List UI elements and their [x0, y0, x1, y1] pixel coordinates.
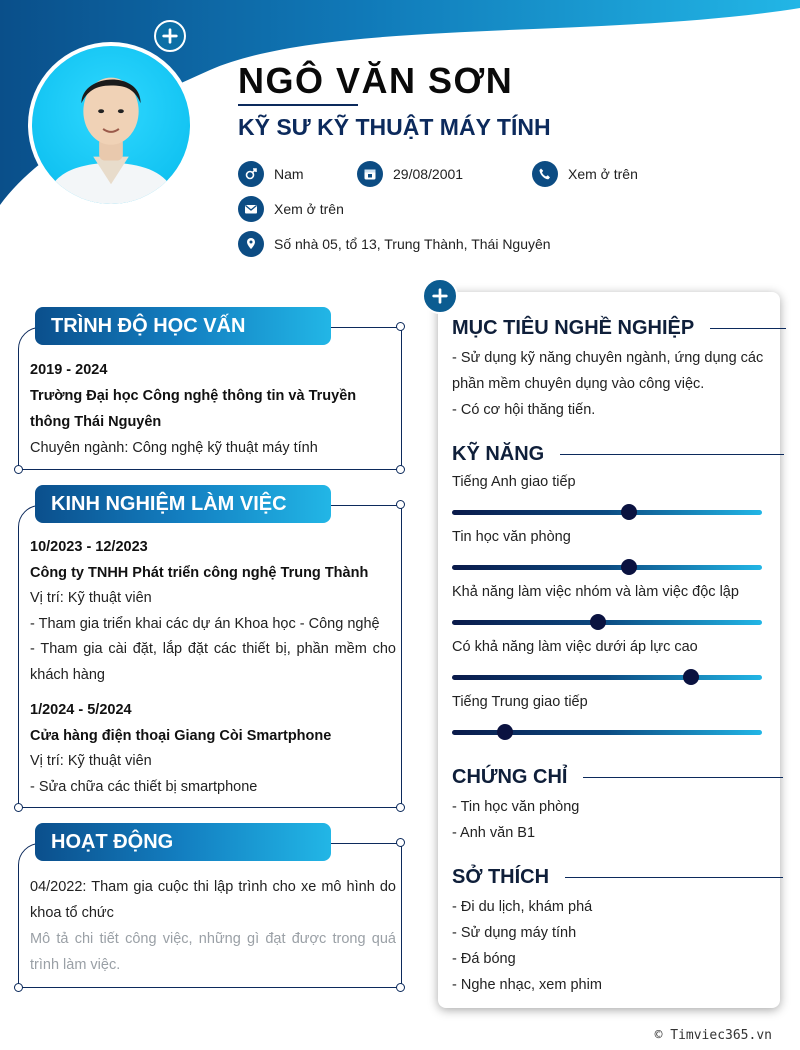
certificates-title: CHỨNG CHỈ: [452, 766, 568, 788]
frame-dot: [396, 803, 405, 812]
skill-label: Tin học văn phòng: [452, 529, 571, 545]
gender-icon: [238, 161, 264, 187]
education-content: [30, 357, 396, 461]
education-period: 2019 - 2024: [30, 362, 108, 378]
phone-icon: [532, 161, 558, 187]
skill-item: [452, 639, 762, 680]
email-value: Xem ở trên: [274, 201, 344, 217]
email-icon: [238, 196, 264, 222]
skill-level-knob[interactable]: [621, 559, 637, 575]
job-title: KỸ SƯ KỸ THUẬT MÁY TÍNH: [238, 114, 551, 140]
address-value: Số nhà 05, tổ 13, Trung Thành, Thái Nguyên: [274, 236, 551, 252]
heading-rule: [565, 877, 783, 879]
education-major: Chuyên ngành: Công nghệ kỹ thuật máy tính: [30, 440, 318, 456]
avatar: [28, 42, 194, 208]
activity-description-placeholder[interactable]: Mô tả chi tiết công việc, những gì đạt được trong quá trình làm việc.: [30, 931, 396, 973]
birthdate-info: [357, 161, 463, 187]
certificate-item: - Tin học văn phòng: [452, 799, 580, 815]
frame-dot: [396, 983, 405, 992]
email-info: [238, 196, 344, 222]
skill-item: [452, 694, 762, 735]
frame-dot: [396, 322, 405, 331]
job-line: Vị trí: Kỹ thuật viên: [30, 753, 152, 769]
gender-value: Nam: [274, 166, 304, 182]
education-school: Trường Đại học Công nghệ thông tin và Truyền thông Thái Nguyên: [30, 388, 357, 430]
heading-rule: [583, 777, 783, 779]
skill-level-knob[interactable]: [683, 669, 699, 685]
skill-level-bar: [452, 620, 762, 625]
job-period: 1/2024 - 5/2024: [30, 702, 132, 718]
activities-title: HOẠT ĐỘNG: [35, 823, 331, 861]
hobby-item: - Sử dụng máy tính: [452, 925, 577, 941]
job-company: Cửa hàng điện thoại Giang Còi Smartphone: [30, 727, 332, 744]
skill-item: [452, 474, 762, 515]
certificates-content: [452, 794, 770, 846]
frame-dot: [14, 983, 23, 992]
plus-icon: [161, 27, 179, 45]
job-line: Vị trí: Kỹ thuật viên: [30, 590, 152, 606]
phone-value: Xem ở trên: [568, 166, 638, 182]
skill-level-bar: [452, 510, 762, 515]
frame-dot: [396, 838, 405, 847]
skill-label: Khả năng làm việc nhóm và làm việc độc lập: [452, 584, 739, 600]
hobbies-heading: [452, 866, 783, 889]
frame-dot: [14, 803, 23, 812]
skill-label: Tiếng Trung giao tiếp: [452, 694, 588, 710]
skill-label: Có khả năng làm việc dưới áp lực cao: [452, 639, 698, 655]
hobby-item: - Nghe nhạc, xem phim: [452, 977, 602, 993]
job-period: 10/2023 - 12/2023: [30, 539, 148, 555]
skill-level-bar: [452, 675, 762, 680]
education-title: TRÌNH ĐỘ HỌC VẤN: [35, 307, 331, 345]
phone-info: [532, 161, 638, 187]
hobbies-content: [452, 894, 770, 998]
objective-heading: [452, 317, 786, 340]
activity-item: 04/2022: Tham gia cuộc thi lập trình cho xe mô hình do khoa tổ chức: [30, 879, 396, 921]
location-pin-icon: [238, 231, 264, 257]
birthdate-value: 29/08/2001: [393, 166, 464, 182]
candidate-name: NGÔ VĂN SƠN: [238, 60, 514, 101]
add-section-top-button[interactable]: [154, 20, 186, 52]
hobbies-title: SỞ THÍCH: [452, 866, 550, 888]
skill-label: Tiếng Anh giao tiếp: [452, 474, 576, 490]
hobby-item: - Đi du lịch, khám phá: [452, 899, 593, 915]
job-line: - Sửa chữa các thiết bị smartphone: [30, 778, 258, 795]
experience-content: [30, 535, 396, 800]
skills-heading: [452, 443, 784, 466]
job-line: - Tham gia cài đặt, lắp đặt các thiết bị, phần mềm cho khách hàng: [30, 641, 396, 683]
add-section-button[interactable]: [422, 278, 458, 314]
skill-level-knob[interactable]: [590, 614, 606, 630]
experience-title: KINH NGHIỆM LÀM VIỆC: [35, 485, 331, 523]
skill-level-knob[interactable]: [621, 504, 637, 520]
certificate-item: - Anh văn B1: [452, 825, 536, 841]
skill-level-knob[interactable]: [497, 724, 513, 740]
address-info: [238, 231, 551, 257]
skill-level-bar: [452, 730, 762, 735]
objective-content: [452, 345, 770, 423]
objective-line: - Sử dụng kỹ năng chuyên ngành, ứng dụng các phần mềm chuyên dụng vào công việc.: [452, 350, 764, 392]
heading-rule: [710, 328, 786, 330]
certificates-heading: [452, 766, 783, 789]
objective-title: MỤC TIÊU NGHỀ NGHIỆP: [452, 317, 695, 339]
frame-dot: [396, 465, 405, 474]
heading-rule: [560, 454, 784, 456]
frame-dot: [396, 500, 405, 509]
plus-icon: [431, 287, 449, 305]
portrait-photo: [32, 46, 190, 204]
name-underline: [238, 104, 358, 106]
hobby-item: - Đá bóng: [452, 951, 516, 967]
job-line: - Tham gia triển khai các dự án Khoa học - Công nghệ: [30, 615, 380, 632]
skill-level-bar: [452, 565, 762, 570]
frame-dot: [14, 465, 23, 474]
calendar-icon: [357, 161, 383, 187]
skill-item: [452, 529, 762, 570]
gender-info: [238, 161, 304, 187]
footer-copyright: © Timviec365.vn: [654, 1028, 772, 1043]
objective-line: - Có cơ hội thăng tiến.: [452, 402, 596, 418]
activities-content: [30, 874, 396, 978]
skills-title: KỸ NĂNG: [452, 443, 545, 465]
job-company: Công ty TNHH Phát triển công nghệ Trung Thành: [30, 564, 369, 581]
skill-item: [452, 584, 762, 625]
